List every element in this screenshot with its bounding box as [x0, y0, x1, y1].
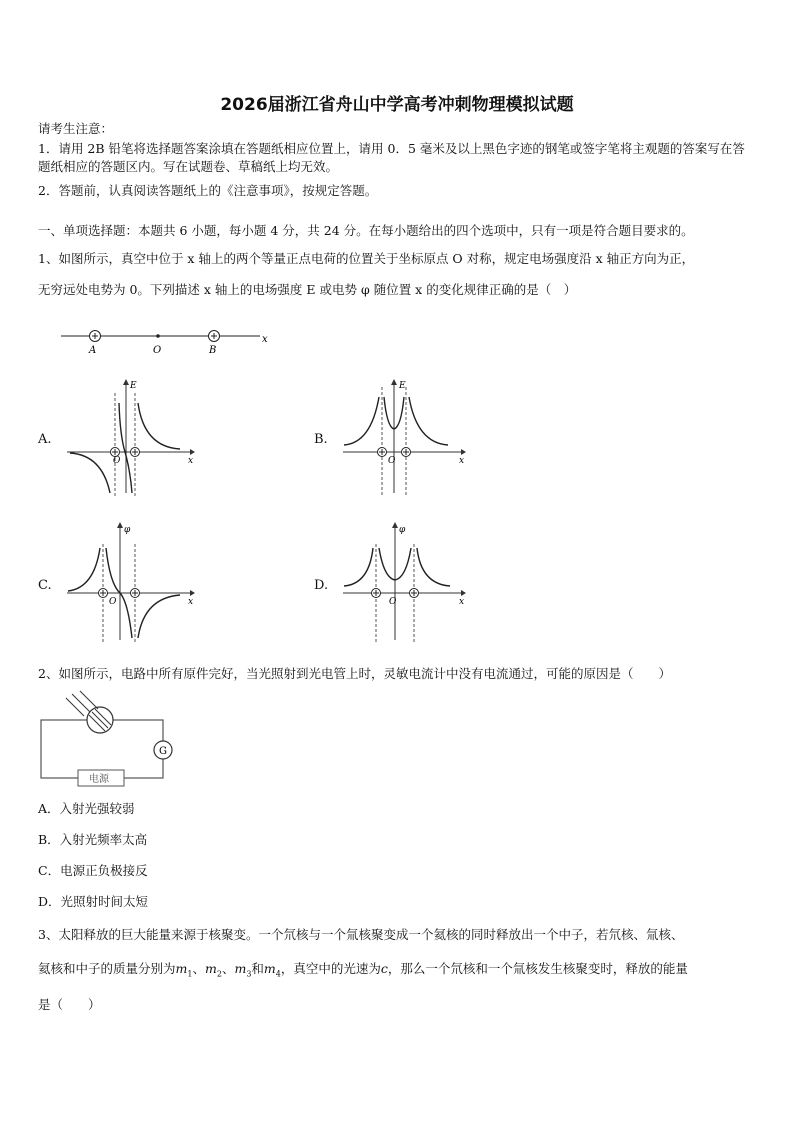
- notice-item-2: 2．答题前，认真阅读答题纸上的《注意事项》，按规定答题。: [38, 183, 378, 198]
- svg-text:E: E: [130, 381, 137, 391]
- q3-stem-line1: 3、太阳释放的巨大能量来源于核聚变。一个氘核与一个氚核聚变成一个氦核的同时释放出一个中子，若氘核、氚核、: [38, 927, 684, 942]
- q2-option-c[interactable]: C．电源正负极接反: [38, 863, 148, 878]
- svg-text:E: E: [399, 381, 406, 391]
- q1-option-c[interactable]: C.: [38, 578, 52, 593]
- label-a: A: [89, 345, 97, 356]
- q3-stem-line2: 氦核和中子的质量分别为$m_1$、$m_2$、$m_3$和$m_4$，真空中的光速为c，那么一个氘核和一个氚核发生核聚变时，释放的能量: [38, 961, 688, 979]
- q1-option-a[interactable]: A.: [38, 432, 52, 447]
- svg-text:φ: φ: [399, 525, 406, 535]
- q1-charge-axis-figure: [55, 322, 285, 358]
- svg-text:x: x: [188, 456, 194, 466]
- notice-heading: 请考生注意：: [38, 121, 114, 136]
- graph-a: [62, 375, 197, 500]
- svg-text:x: x: [459, 456, 465, 466]
- q2-option-b[interactable]: B．入射光频率太高: [38, 832, 148, 847]
- label-x: x: [262, 334, 268, 345]
- q1-stem-line2: 无穷远处电势为 0。下列描述 x 轴上的电场强度 E 或电势 φ 随位置 x 的变化规律正确的是（ ）: [38, 282, 577, 297]
- svg-text:φ: φ: [124, 525, 131, 535]
- graph-b: [338, 375, 473, 500]
- svg-text:电源: 电源: [89, 774, 109, 785]
- graph-d: [338, 522, 473, 647]
- q1-option-b[interactable]: B.: [314, 432, 328, 447]
- q1-stem-line1: 1、如图所示，真空中位于 x 轴上的两个等量正点电荷的位置关于坐标原点 O 对称，规定电场强度沿 x 轴正方向为正，: [38, 251, 695, 266]
- svg-text:x: x: [459, 597, 465, 607]
- origin-dot: [156, 334, 160, 338]
- graph-c: [62, 522, 197, 647]
- svg-text:G: G: [159, 746, 167, 757]
- label-o: O: [153, 345, 162, 356]
- q1-option-d[interactable]: D.: [314, 578, 329, 593]
- svg-text:O: O: [388, 456, 396, 466]
- q2-option-a[interactable]: A．入射光强较弱: [38, 801, 135, 816]
- q3-stem-line3: 是（ ）: [38, 997, 101, 1012]
- svg-text:O: O: [109, 597, 117, 607]
- q2-option-d[interactable]: D．光照射时间太短: [38, 894, 149, 909]
- q2-stem: 2、如图所示，电路中所有原件完好，当光照射到光电管上时，灵敏电流计中没有电流通过，可能的原因是（ ）: [38, 666, 671, 681]
- page-title: 2026届浙江省舟山中学高考冲刺物理模拟试题: [220, 95, 574, 115]
- svg-text:O: O: [113, 456, 121, 466]
- label-b: B: [209, 345, 217, 356]
- q2-circuit-figure: [38, 690, 173, 790]
- section-heading: 一、单项选择题：本题共 6 小题，每小题 4 分，共 24 分。在每小题给出的四个选项中，只有一项是符合题目要求的。: [38, 223, 694, 238]
- svg-text:x: x: [188, 597, 194, 607]
- svg-text:O: O: [389, 597, 397, 607]
- notice-item-1: 1．请用 2B 铅笔将选择题答案涂填在答题纸相应位置上，请用 0．5 毫米及以上黑色字迹的钢笔或签字笔将主观题的答案写在答题纸相应的答题区内。写在试题卷、草稿纸上均无效。: [38, 141, 745, 174]
